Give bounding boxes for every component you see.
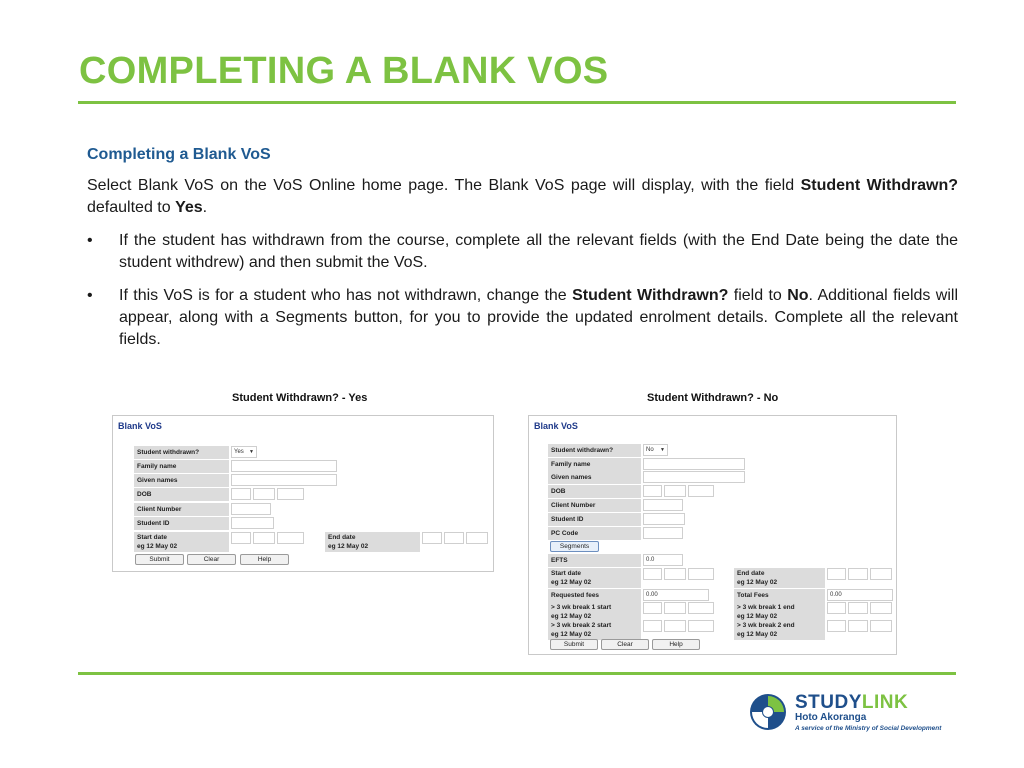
bullet-mark: • xyxy=(87,232,93,249)
student-withdrawn-label: Student withdrawn? xyxy=(134,446,229,459)
row-dob xyxy=(134,488,494,501)
student-withdrawn-value: No xyxy=(646,447,654,453)
break2-end-day-input[interactable] xyxy=(827,620,846,632)
end-date-year-input[interactable] xyxy=(466,532,488,544)
row-client-number xyxy=(134,503,494,516)
break2-end-year-input[interactable] xyxy=(870,620,892,632)
break1-end-label xyxy=(734,602,825,622)
slide-title: COMPLETING A BLANK VOS xyxy=(79,50,609,92)
slide-content xyxy=(87,140,958,362)
break2-end-label-text: > 3 wk break 2 end xyxy=(737,622,795,629)
break2-start-hint: eg 12 May 02 xyxy=(551,631,592,638)
studylink-logo xyxy=(748,688,958,736)
break2-end-hint: eg 12 May 02 xyxy=(737,631,778,638)
end-date-month-input[interactable] xyxy=(848,568,868,580)
break2-start-day-input[interactable] xyxy=(643,620,662,632)
logo-tagline: A service of the Ministry of Social Development xyxy=(795,725,942,732)
end-date-day-input[interactable] xyxy=(422,532,442,544)
row-pc-code xyxy=(548,527,896,540)
dob-month-input[interactable] xyxy=(253,488,275,500)
break1-start-month-input[interactable] xyxy=(664,602,686,614)
student-id-label: Student ID xyxy=(548,513,641,526)
total-fees-label: Total Fees xyxy=(734,589,825,602)
total-fees-input[interactable]: 0.00 xyxy=(827,589,893,601)
end-date-day-input[interactable] xyxy=(827,568,846,580)
break1-start-year-input[interactable] xyxy=(688,602,714,614)
student-withdrawn-value: Yes xyxy=(234,449,244,455)
start-date-month-input[interactable] xyxy=(253,532,275,544)
dob-day-input[interactable] xyxy=(643,485,662,497)
student-withdrawn-label: Student withdrawn? xyxy=(548,444,641,457)
dob-label: DOB xyxy=(134,488,229,501)
end-date-hint: eg 12 May 02 xyxy=(737,579,778,586)
bullet-2-text-end: . Additional fields will appear, along with a Segments button, for you to provide the updated enrolment details. Complete all the relevant fields. xyxy=(119,287,959,348)
bullet-2-bold-value: No xyxy=(787,287,809,304)
given-names-label: Given names xyxy=(134,474,229,487)
start-date-year-input[interactable] xyxy=(277,532,304,544)
requested-fees-input[interactable]: 0.00 xyxy=(643,589,709,601)
submit-button[interactable]: Submit xyxy=(135,554,184,565)
intro-bold-value: Yes xyxy=(175,199,203,216)
bullet-mark: • xyxy=(87,287,93,304)
row-dates xyxy=(134,532,494,550)
dob-month-input[interactable] xyxy=(664,485,686,497)
end-date-label-text: End date xyxy=(328,534,356,541)
break1-end-month-input[interactable] xyxy=(848,602,868,614)
start-date-month-input[interactable] xyxy=(664,568,686,580)
break2-end-month-input[interactable] xyxy=(848,620,868,632)
submit-button[interactable]: Submit xyxy=(550,639,598,650)
break1-start-label xyxy=(548,602,641,622)
intro-paragraph xyxy=(87,175,958,219)
student-id-input[interactable] xyxy=(643,513,685,525)
start-date-hint: eg 12 May 02 xyxy=(137,543,178,550)
clear-button[interactable]: Clear xyxy=(601,639,649,650)
row-family-name xyxy=(548,458,896,471)
family-name-input[interactable] xyxy=(643,458,745,470)
logo-brand-link: LINK xyxy=(861,692,909,713)
row-dates xyxy=(548,568,896,586)
efts-label: EFTS xyxy=(548,554,641,567)
clear-button[interactable]: Clear xyxy=(187,554,236,565)
row-given-names xyxy=(134,474,494,487)
dob-label: DOB xyxy=(548,485,641,498)
top-divider xyxy=(78,101,956,104)
row-given-names xyxy=(548,471,896,484)
break2-start-month-input[interactable] xyxy=(664,620,686,632)
family-name-label: Family name xyxy=(548,458,641,471)
row-student-withdrawn xyxy=(134,446,494,459)
intro-text-end: . xyxy=(202,199,208,216)
studylink-mark-icon xyxy=(748,692,788,732)
given-names-input[interactable] xyxy=(643,471,745,483)
dropdown-arrow-icon: ▼ xyxy=(249,449,254,455)
row-break-2 xyxy=(548,620,896,638)
row-student-id xyxy=(548,513,896,526)
given-names-label: Given names xyxy=(548,471,641,484)
end-date-label xyxy=(734,568,825,588)
logo-brand xyxy=(795,692,908,714)
help-button[interactable]: Help xyxy=(240,554,289,565)
dob-year-input[interactable] xyxy=(688,485,714,497)
row-fees xyxy=(548,589,896,602)
break2-end-label xyxy=(734,620,825,640)
bullet-list xyxy=(87,230,958,351)
dob-year-input[interactable] xyxy=(277,488,304,500)
client-number-input[interactable] xyxy=(643,499,683,511)
break2-start-year-input[interactable] xyxy=(688,620,714,632)
bullet-item xyxy=(87,285,958,351)
break1-end-year-input[interactable] xyxy=(870,602,892,614)
blank-vos-form-no xyxy=(528,415,897,655)
start-date-label xyxy=(134,532,229,552)
requested-fees-label: Requested fees xyxy=(548,589,641,602)
break1-start-day-input[interactable] xyxy=(643,602,662,614)
student-id-input[interactable] xyxy=(231,517,274,529)
break1-end-hint: eg 12 May 02 xyxy=(737,613,778,620)
start-date-day-input[interactable] xyxy=(643,568,662,580)
family-name-input[interactable] xyxy=(231,460,337,472)
efts-input[interactable]: 0.0 xyxy=(643,554,683,566)
student-id-label: Student ID xyxy=(134,517,229,530)
dropdown-arrow-icon: ▼ xyxy=(660,447,665,453)
segments-button[interactable]: Segments xyxy=(550,541,599,552)
row-efts xyxy=(548,554,896,567)
caption-withdrawn-no: Student Withdrawn? - No xyxy=(647,392,779,404)
row-student-withdrawn xyxy=(548,444,896,457)
bottom-divider xyxy=(78,672,956,675)
student-withdrawn-select[interactable] xyxy=(643,444,668,456)
section-heading: Completing a Blank VoS xyxy=(87,146,271,163)
form-title: Blank VoS xyxy=(118,421,162,431)
help-button[interactable]: Help xyxy=(652,639,700,650)
intro-text-before: Select Blank VoS on the VoS Online home page. The Blank VoS page will display, with the field xyxy=(87,177,801,194)
bullet-1-text: If the student has withdrawn from the course, complete all the relevant fields (with the End Date being the date the student withdrew) and then submit the VoS. xyxy=(119,232,958,271)
pc-code-input[interactable] xyxy=(643,527,683,539)
student-withdrawn-select[interactable] xyxy=(231,446,257,458)
client-number-input[interactable] xyxy=(231,503,271,515)
bullet-item xyxy=(87,230,958,274)
bullet-2-text-before: If this VoS is for a student who has not withdrawn, change the xyxy=(119,287,573,304)
intro-bold-field: Student Withdrawn? xyxy=(800,177,959,194)
start-date-label-text: Start date xyxy=(551,570,581,577)
bullet-2-bold-field: Student Withdrawn? xyxy=(572,287,729,304)
end-date-month-input[interactable] xyxy=(444,532,464,544)
end-date-hint: eg 12 May 02 xyxy=(328,543,369,550)
pc-code-label: PC Code xyxy=(548,527,641,540)
start-date-label-text: Start date xyxy=(137,534,167,541)
row-family-name xyxy=(134,460,494,473)
start-date-year-input[interactable] xyxy=(688,568,714,580)
break1-start-label-text: > 3 wk break 1 start xyxy=(551,604,612,611)
end-date-label-text: End date xyxy=(737,570,765,577)
client-number-label: Client Number xyxy=(134,503,229,516)
dob-day-input[interactable] xyxy=(231,488,251,500)
break1-end-label-text: > 3 wk break 1 end xyxy=(737,604,795,611)
family-name-label: Family name xyxy=(134,460,229,473)
end-date-year-input[interactable] xyxy=(870,568,892,580)
client-number-label: Client Number xyxy=(548,499,641,512)
logo-brand-study: STUDY xyxy=(795,692,862,713)
break2-start-label-text: > 3 wk break 2 start xyxy=(551,622,612,629)
break1-end-day-input[interactable] xyxy=(827,602,846,614)
bullet-2-text-middle: field to xyxy=(728,287,788,304)
break1-start-hint: eg 12 May 02 xyxy=(551,613,592,620)
row-student-id xyxy=(134,517,494,530)
start-date-day-input[interactable] xyxy=(231,532,251,544)
row-break-1 xyxy=(548,602,896,620)
form-title: Blank VoS xyxy=(534,421,578,431)
break2-start-label xyxy=(548,620,641,640)
caption-withdrawn-yes: Student Withdrawn? - Yes xyxy=(232,392,368,404)
start-date-hint: eg 12 May 02 xyxy=(551,579,592,586)
logo-subtitle: Hoto Akoranga xyxy=(795,712,867,723)
row-client-number xyxy=(548,499,896,512)
given-names-input[interactable] xyxy=(231,474,337,486)
intro-text-middle: defaulted to xyxy=(87,199,176,216)
row-dob xyxy=(548,485,896,498)
start-date-label xyxy=(548,568,641,588)
end-date-label xyxy=(325,532,420,552)
blank-vos-form-yes xyxy=(112,415,494,572)
